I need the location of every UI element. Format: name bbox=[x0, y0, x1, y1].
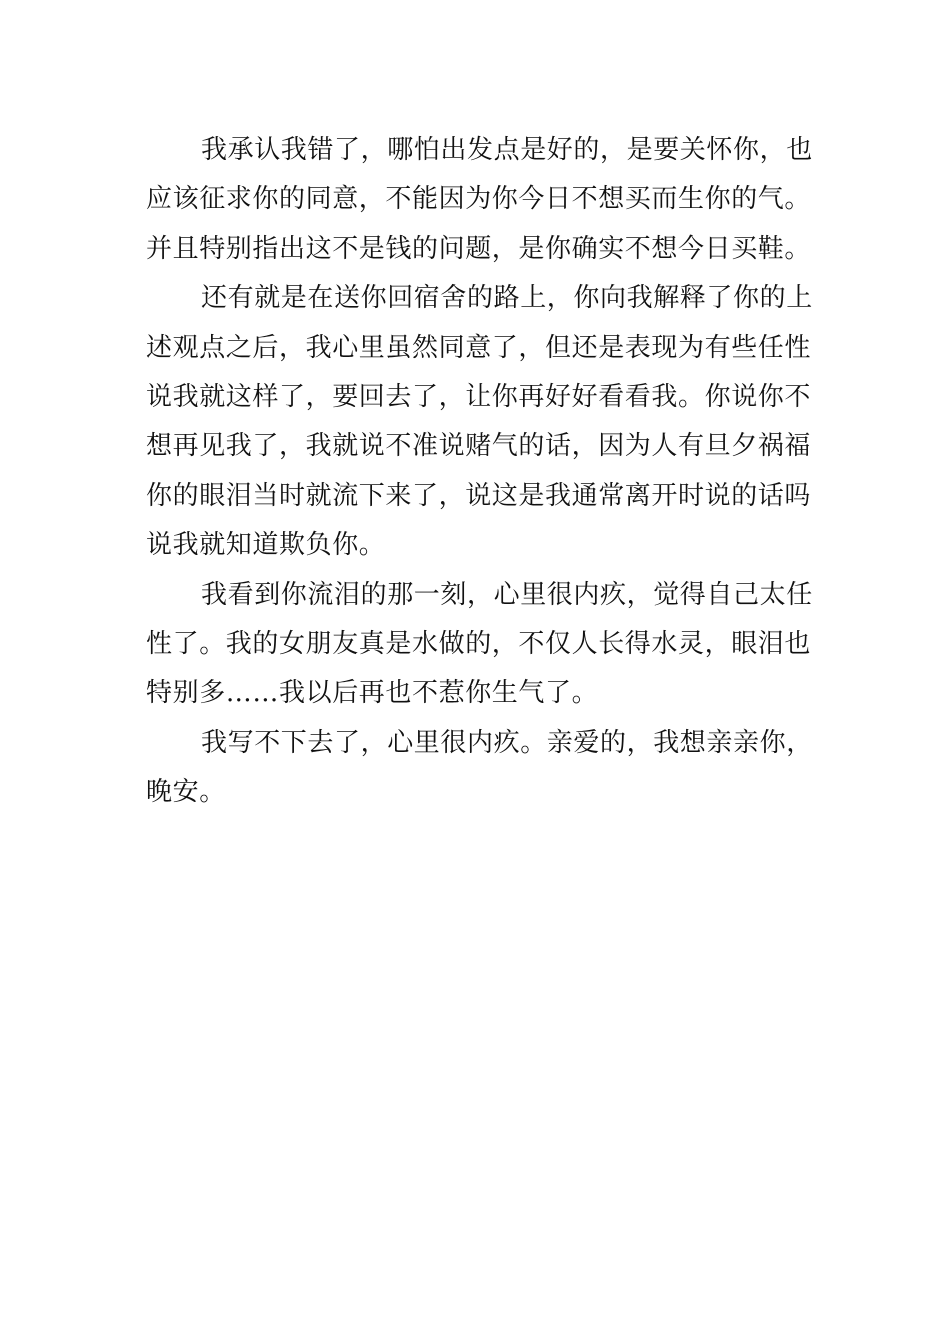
paragraph-4 bbox=[146, 719, 813, 818]
paragraph-line: 想再见我了，我就说不准说赌气的话，因为人有旦夕祸福 bbox=[146, 431, 812, 462]
paragraph-line: 我承认我错了，哪怕出发点是好的，是要关怀你，也 bbox=[201, 135, 813, 165]
paragraph-line: 说我就这样了，要回去了，让你再好好看看我。你说你不 bbox=[146, 381, 812, 412]
paragraph-line: 还有就是在送你回宿舍的路上，你向我解释了你的上 bbox=[201, 283, 813, 314]
paragraph-line: 晚安。 bbox=[146, 777, 226, 808]
paragraph-2 bbox=[146, 274, 813, 570]
paragraph-line: 我看到你流泪的那一刻，心里很内疚，觉得自己太任 bbox=[201, 579, 813, 610]
paragraph-line: 述观点之后，我心里虽然同意了，但还是表现为有些任性 bbox=[146, 332, 812, 363]
paragraph-line: 说我就知道欺负你。 bbox=[146, 530, 386, 561]
paragraph-line: 应该征求你的同意，不能因为你今日不想买而生你的气。 bbox=[146, 184, 812, 215]
paragraph-line: 特别多……我以后再也不惹你生气了。 bbox=[146, 678, 599, 709]
paragraph-line: 你的眼泪当时就流下来了，说这是我通常离开时说的话吗 bbox=[146, 480, 812, 511]
paragraph-1 bbox=[146, 126, 813, 274]
document-body bbox=[146, 126, 813, 817]
paragraph-line: 性了。我的女朋友真是水做的，不仅人长得水灵，眼泪也 bbox=[146, 628, 812, 659]
paragraph-line: 并且特别指出这不是钱的问题，是你确实不想今日买鞋。 bbox=[146, 233, 812, 264]
paragraph-line: 我写不下去了，心里很内疚。亲爱的，我想亲亲你， bbox=[201, 727, 813, 758]
paragraph-3 bbox=[146, 571, 813, 719]
